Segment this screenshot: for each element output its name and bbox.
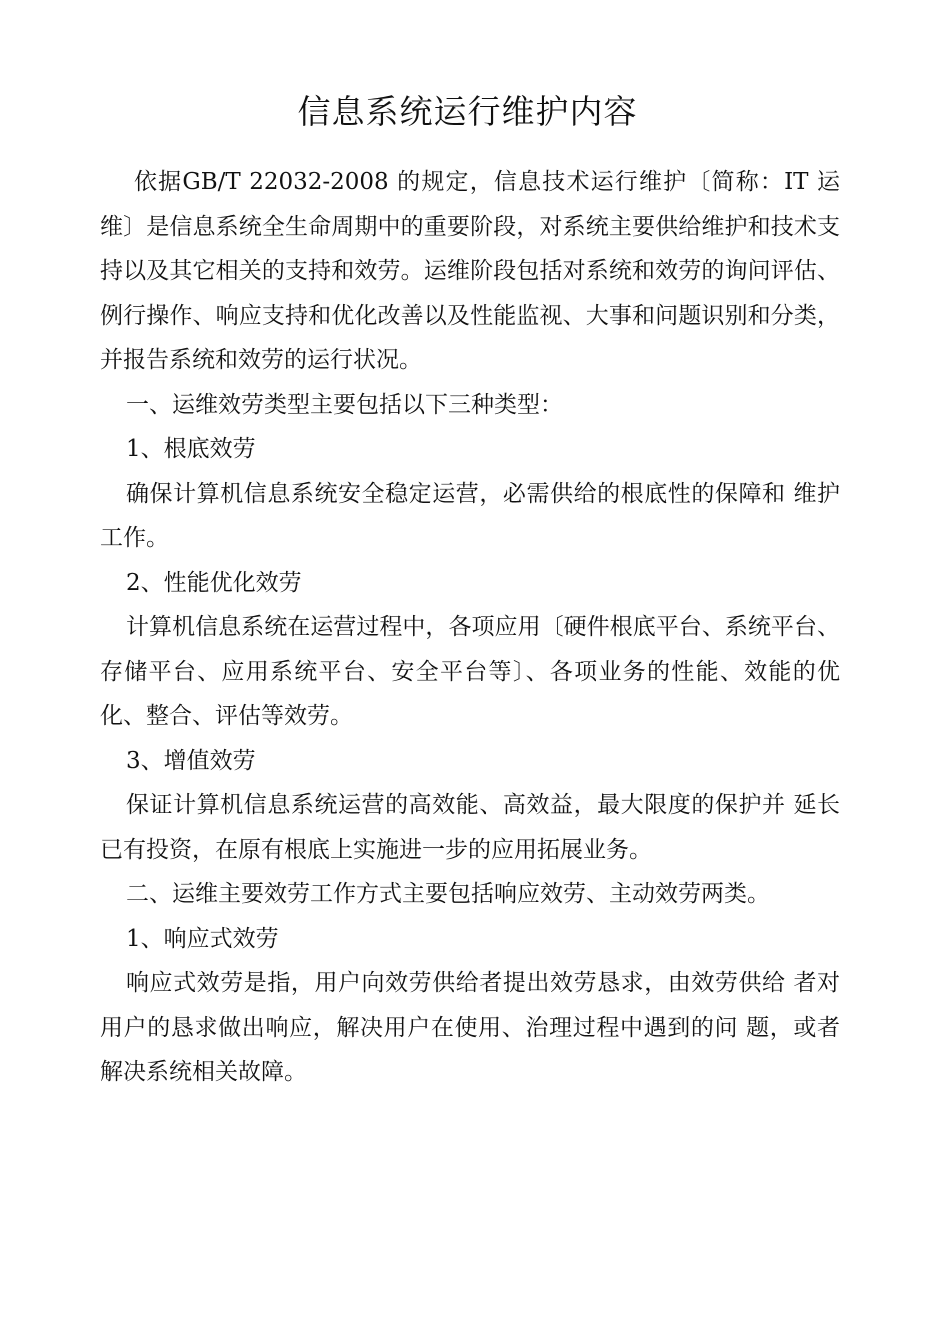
document-body — [100, 160, 840, 1095]
intro-paragraph: 依据GB/T 22032-2008 的规定，信息技术运行维护〔简称：IT 运维〕是信息系统全生命周期中的重要阶段，对系统主要供给维护和技术支持以及其它相关的支持和效劳。运维阶段包括对系统和效劳的询问评估、例行操作、响应支持和优化改善以及性能监视、大事和问题识别和分类，并报告系统和效劳的运行状况。 — [100, 169, 840, 373]
section-heading-work-modes: 二、运维主要效劳工作方式主要包括响应效劳、主动效劳两类。 — [126, 881, 770, 907]
responsive-service-paragraph: 响应式效劳是指，用户向效劳供给者提出效劳恳求，由效劳供给 者对用户的恳求做出响应，解决用户在使用、治理过程中遇到的问 题，或者解决系统相关故障。 — [100, 970, 840, 1085]
value-added-service-paragraph: 保证计算机信息系统运营的高效能、高效益，最大限度的保护并 延长已有投资，在原有根底上实施进一步的应用拓展业务。 — [100, 792, 840, 863]
performance-service-paragraph: 计算机信息系统在运营过程中，各项应用〔硬件根底平台、系统平台、存储平台、应用系统平台、安全平台等〕、各项业务的性能、效能的优化、整合、评估等效劳。 — [100, 614, 840, 729]
section-heading-service-types: 一、运维效劳类型主要包括以下三种类型： — [126, 391, 563, 418]
subheading-performance-service: 2、性能优化效劳 — [126, 569, 302, 596]
subheading-responsive-service: 1、响应式效劳 — [126, 925, 279, 952]
basic-service-paragraph: 确保计算机信息系统安全稳定运营，必需供给的根底性的保障和 维护工作。 — [100, 480, 840, 551]
document-title: 信息系统运行维护内容 — [297, 92, 638, 131]
subheading-basic-service: 1、根底效劳 — [126, 436, 256, 462]
subheading-value-added-service: 3、增值效劳 — [126, 747, 256, 774]
